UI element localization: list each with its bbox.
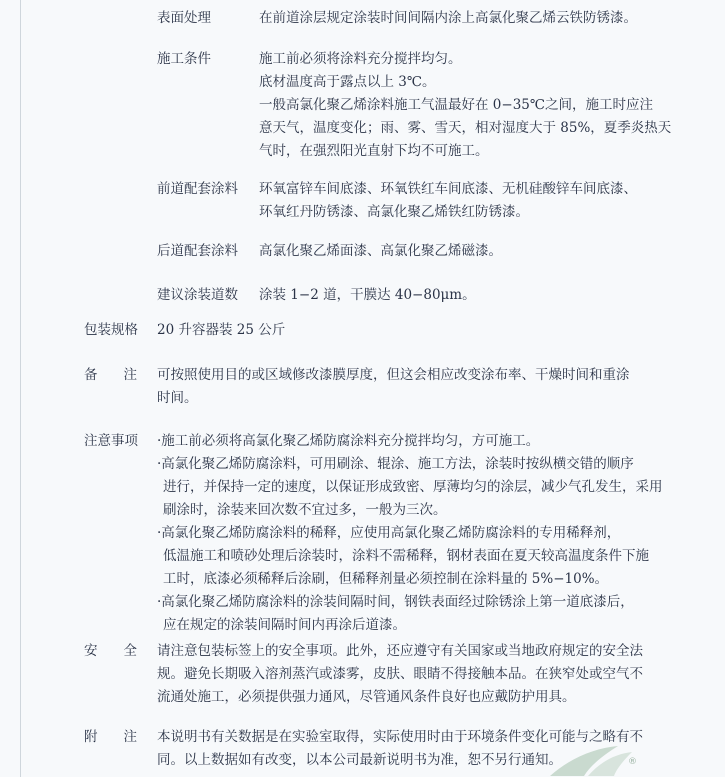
label-surface-treatment: 表面处理	[157, 10, 211, 26]
notes-line-3: 进行，并保持一定的速度，以保证形成致密、厚薄均匀的涂层，减少气孔发生，采用	[163, 479, 663, 495]
label-notes: 注意事项	[84, 433, 138, 449]
company-logo-watermark	[540, 740, 650, 777]
notes-line-5: ·高氯化聚乙烯防腐涂料的稀释，应使用高氯化聚乙烯防腐涂料的专用稀释剂，	[157, 525, 621, 541]
appendix-line-1: 本说明书有关数据是在实验室取得，实际使用时由于环境条件变化可能与之略有不	[157, 729, 643, 745]
safety-line-1: 请注意包装标签上的安全事项。此外，还应遵守有关国家或当地政府规定的安全法	[157, 643, 643, 659]
conditions-line-2: 底材温度高于露点以上 3℃。	[259, 74, 436, 90]
recommended-coats-text: 涂装 1−2 道，干膜达 40−80μm。	[259, 287, 476, 303]
conditions-line-4: 意天气，温度变化；雨、雾、雪天，相对湿度大于 85%，夏季炎热天	[259, 120, 672, 136]
label-recommended-coats: 建议涂装道数	[157, 287, 238, 303]
conditions-line-3: 一般高氯化聚乙烯涂料施工气温最好在 0−35℃之间，施工时应注	[259, 97, 653, 113]
notes-line-9: 应在规定的涂装间隔时间内再涂后道漆。	[163, 617, 406, 633]
notes-line-2: ·高氯化聚乙烯防腐涂料，可用刷涂、辊涂、施工方法，涂装时按纵横交错的顺序	[157, 456, 634, 472]
svg-text:®: ®	[628, 757, 637, 767]
label-appendix: 附注	[84, 729, 163, 745]
label-remarks: 备注	[84, 367, 163, 383]
label-construction-conditions: 施工条件	[157, 51, 211, 67]
safety-line-2: 规。避免长期吸入溶剂蒸汽或漆雾，皮肤、眼睛不得接触本品。在狭窄处或空气不	[157, 666, 643, 682]
appendix-line-2: 同。以上数据如有改变，以本公司最新说明书为准，恕不另行通知。	[157, 752, 562, 768]
label-primer-compatible: 前道配套涂料	[157, 181, 238, 197]
remarks-line-2: 时间。	[157, 390, 198, 406]
label-topcoat-compatible: 后道配套涂料	[157, 243, 238, 259]
notes-line-8: ·高氯化聚乙烯防腐涂料的涂装间隔时间，钢铁表面经过除锈涂上第一道底漆后，	[157, 594, 634, 610]
notes-line-7: 工时，底漆必须稀释后涂刷，但稀释剂量必须控制在涂料量的 5%−10%。	[163, 571, 609, 587]
notes-line-4: 刷涂时，涂装来回次数不宜过多，一般为三次。	[163, 502, 447, 518]
primer-line-2: 环氧红丹防锈漆、高氯化聚乙烯铁红防锈漆。	[259, 204, 529, 220]
margin-line	[20, 0, 21, 777]
conditions-line-1: 施工前必须将涂料充分搅拌均匀。	[259, 51, 462, 67]
label-safety: 安全	[84, 643, 163, 659]
topcoat-text: 高氯化聚乙烯面漆、高氯化聚乙烯磁漆。	[259, 243, 502, 259]
notes-line-1: ·施工前必须将高氯化聚乙烯防腐涂料充分搅拌均匀，方可施工。	[157, 433, 540, 449]
remarks-line-1: 可按照使用目的或区域修改漆膜厚度，但这会相应改变涂布率、干燥时间和重涂	[157, 367, 630, 383]
notes-line-6: 低温施工和喷砂处理后涂装时，涂料不需稀释，钢材表面在夏天较高温度条件下施	[163, 548, 649, 564]
safety-line-3: 流通处施工，必须提供强力通风，尽管通风条件良好也应戴防护用具。	[157, 689, 576, 705]
primer-line-1: 环氧富锌车间底漆、环氧铁红车间底漆、无机硅酸锌车间底漆、	[259, 181, 637, 197]
conditions-line-5: 气时，在强烈阳光直射下均不可施工。	[259, 143, 489, 159]
surface-treatment-text: 在前道涂层规定涂装时间间隔内涂上高氯化聚乙烯云铁防锈漆。	[259, 10, 637, 26]
label-packaging: 包装规格	[84, 322, 138, 338]
packaging-text: 20 升容器装 25 公斤	[157, 322, 286, 338]
